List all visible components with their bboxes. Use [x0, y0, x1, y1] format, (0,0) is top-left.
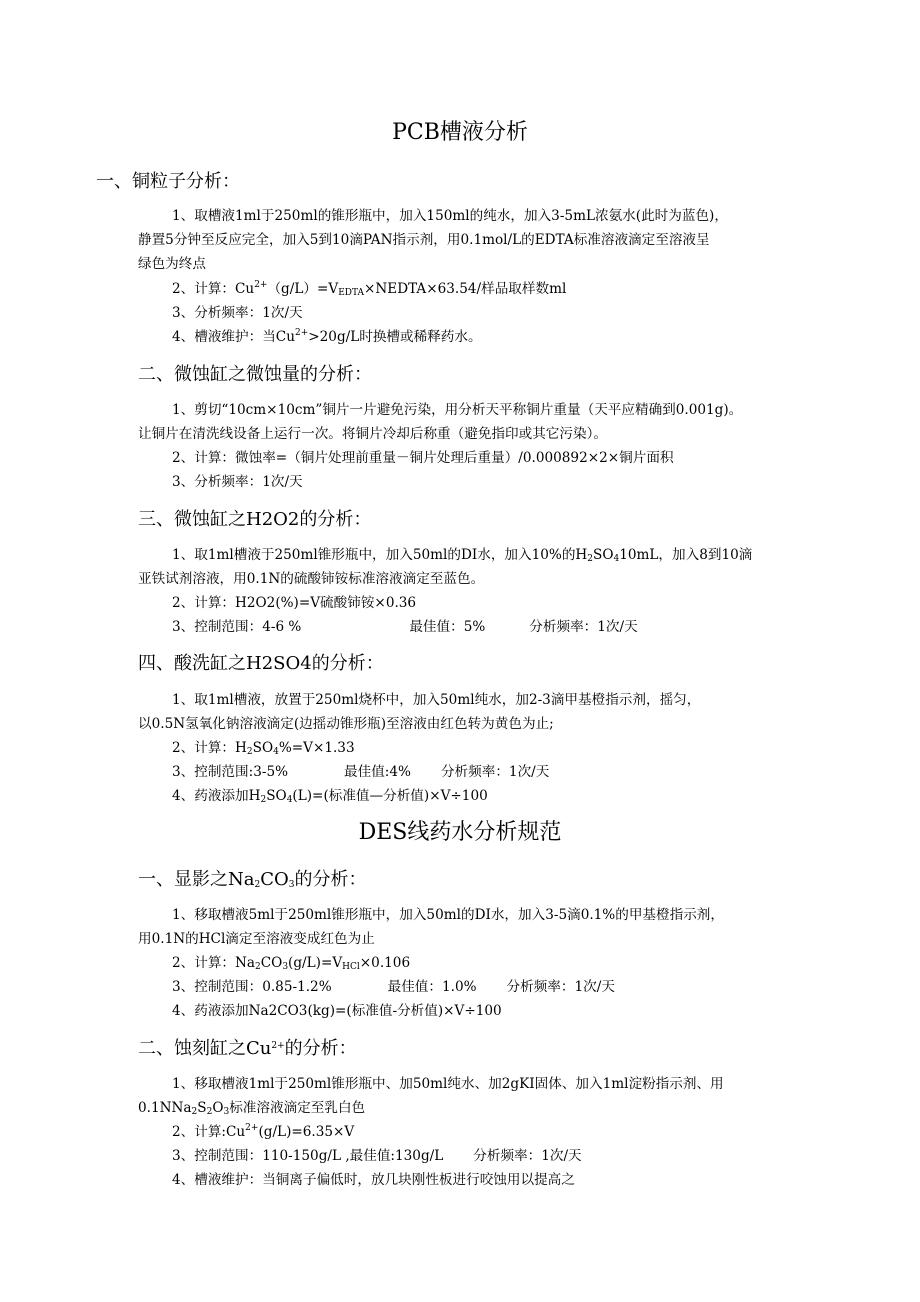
paragraph-line — [172, 545, 752, 565]
text-run: O — [212, 1100, 224, 1116]
paragraph-line: 4、槽液维护：当铜离子偏低时，放几块刚性板进行咬蚀用以提高之 — [172, 1172, 575, 1188]
analysis-frequency: 分析频率：1次/天 — [473, 1148, 582, 1164]
subscript: HCl — [342, 962, 360, 972]
text-run: 的分析： — [284, 1038, 357, 1059]
subscript: 2 — [260, 795, 267, 805]
text-run: 2、计算:Cu — [172, 1124, 246, 1140]
subscript: 2 — [254, 880, 261, 890]
superscript: 2+ — [271, 1041, 285, 1051]
paragraph-line: 绿色为终点 — [138, 256, 206, 272]
text-run: 2、计算：Na — [172, 955, 256, 971]
text-run: 4、药液添加H — [172, 788, 261, 804]
text-run: 二、蚀刻缸之Cu — [138, 1038, 272, 1059]
text-run: CO — [260, 869, 289, 890]
parameter-line — [172, 1146, 582, 1166]
text-run: 2、计算：Cu — [172, 281, 255, 297]
document-title-pcb: PCB槽液分析 — [392, 120, 528, 145]
formula-line — [172, 738, 355, 758]
optimal-value: 最佳值：1.0% — [387, 979, 477, 995]
text-run: (L)=(标准值—分析值)×V÷100 — [292, 788, 488, 804]
paragraph-line: 以0.5N氢氧化钠溶液滴定(边摇动锥形瓶)至溶液由红色转为黄色为止; — [138, 716, 554, 732]
parameter-line — [172, 762, 549, 782]
paragraph-line: 1、剪切“10cm×10cm”铜片一片避免污染，用分析天平称铜片重量（天平应精确到0.001g)。 — [172, 402, 743, 418]
text-run: 的分析： — [294, 869, 367, 890]
paragraph-line: 静置5分钟至反应完全，加入5到10滴PAN指示剂，用0.1mol/L的EDTA标准溶液滴定至溶液呈 — [138, 232, 710, 248]
paragraph-line: 用0.1N的HCl滴定至溶液变成红色为止 — [138, 931, 375, 947]
text-run: 标准溶液滴定至乳白色 — [229, 1100, 366, 1116]
subscript: 2 — [206, 1107, 213, 1117]
formula-line: 4、药液添加Na2CO3(kg)=(标准值-分析值)×V÷100 — [172, 1003, 502, 1019]
superscript: 2+ — [245, 1123, 259, 1133]
subscript: 4 — [273, 747, 279, 757]
subscript: 3 — [223, 1107, 230, 1117]
subscript: 4 — [286, 795, 293, 805]
parameter-line — [172, 977, 615, 997]
text-run: ×NEDTA×63.54/样品取样数ml — [363, 281, 567, 297]
control-range: 3、控制范围：0.85-1.2% — [172, 979, 332, 995]
paragraph-line: 3、分析频率：1次/天 — [172, 305, 303, 321]
paragraph-line: 让铜片在清洗线设备上运行一次。将铜片冷却后称重（避免指印或其它污染）。 — [138, 426, 607, 442]
paragraph-line: 1、移取槽液1ml于250ml锥形瓶中、加50ml纯水、加2gKI固体、加入1ml淀粉指示剂、用 — [172, 1076, 724, 1092]
text-run: SO — [593, 547, 614, 563]
subscript: 2 — [587, 554, 594, 564]
optimal-value: 最佳值：5% — [409, 619, 486, 635]
section-heading-h2so4: 四、酸洗缸之H2SO4的分析： — [138, 653, 384, 674]
text-run: SO — [252, 740, 274, 756]
subscript: 2 — [191, 1107, 198, 1117]
text-run: ×0.106 — [359, 955, 411, 971]
superscript: 2+ — [294, 328, 309, 338]
formula-line — [172, 279, 566, 299]
text-run: 1、取1ml槽液于250ml锥形瓶中，加入50ml的DI水，加入10%的H — [172, 547, 588, 563]
paragraph-line — [138, 1098, 365, 1118]
analysis-frequency: 分析频率：1次/天 — [529, 619, 638, 635]
paragraph-line: 3、分析频率：1次/天 — [172, 474, 303, 490]
text-run: 10mL，加入8到10滴 — [619, 547, 753, 563]
control-range: 3、控制范围:3-5% — [172, 764, 289, 780]
section-heading-etching — [138, 1037, 357, 1061]
text-run: S — [197, 1100, 207, 1116]
paragraph-line — [172, 327, 482, 347]
formula-line — [172, 1122, 354, 1142]
subscript: 2 — [246, 747, 253, 757]
text-run: CO — [260, 955, 283, 971]
subscript: 4 — [613, 554, 620, 564]
paragraph-line: 1、取1ml槽液，放置于250ml烧杯中，加入50ml纯水，加2-3滴甲基橙指示剂，摇匀， — [172, 692, 701, 708]
formula-line: 2、计算：H2O2(%)=V硫酸铈铵×0.36 — [172, 595, 417, 611]
formula-line — [172, 786, 488, 806]
text-run: >20g/L时换槽或稀释药水。 — [308, 329, 482, 345]
subscript: EDTA — [338, 288, 364, 298]
subscript: 3 — [282, 962, 289, 972]
text-run: (g/L)=6.35×V — [258, 1124, 355, 1140]
formula-line — [172, 953, 410, 973]
text-run: 一、显影之Na — [138, 869, 255, 890]
text-run: 2、计算：H — [172, 740, 247, 756]
control-range: 3、控制范围：110-150g/L ,最佳值:130g/L — [172, 1148, 444, 1164]
text-run: %=V×1.33 — [278, 740, 355, 756]
text-run: （g/L）=V — [267, 281, 339, 297]
subscript: 3 — [288, 880, 295, 890]
analysis-frequency: 分析频率：1次/天 — [506, 979, 615, 995]
paragraph-line: 1、移取槽液5ml于250ml锥形瓶中，加入50ml的DI水，加入3-5滴0.1%的甲基橙指示剂， — [172, 907, 724, 923]
section-heading-developer — [138, 868, 366, 892]
analysis-frequency: 分析频率：1次/天 — [440, 764, 550, 780]
parameter-line — [172, 617, 638, 637]
section-heading-h2o2: 三、微蚀缸之H2O2的分析： — [138, 509, 372, 530]
section-heading-copper: 一、铜粒子分析： — [96, 171, 240, 192]
text-run: 0.1NNa — [138, 1100, 192, 1116]
paragraph-line: 亚铁试剂溶液，用0.1N的硫酸铈铵标准溶液滴定至蓝色。 — [138, 571, 485, 587]
text-run: (g/L)=V — [288, 955, 343, 971]
section-heading-microetch: 二、微蚀缸之微蚀量的分析： — [138, 364, 372, 385]
paragraph-line: 1、取槽液1ml于250ml的锥形瓶中，加入150ml的纯水，加入3-5mL浓氨水(此时为蓝色)， — [172, 208, 728, 224]
text-run: SO — [266, 788, 287, 804]
text-run: 4、槽液维护：当Cu — [172, 329, 295, 345]
paragraph-line: 2、计算：微蚀率=（铜片处理前重量－铜片处理后重量）/0.000892×2×铜片面积 — [172, 450, 674, 466]
subscript: 2 — [255, 962, 261, 972]
document-title-des: DES线药水分析规范 — [358, 820, 562, 845]
optimal-value: 最佳值:4% — [344, 764, 411, 780]
superscript: 2+ — [254, 280, 268, 290]
control-range: 3、控制范围：4-6 % — [172, 619, 302, 635]
